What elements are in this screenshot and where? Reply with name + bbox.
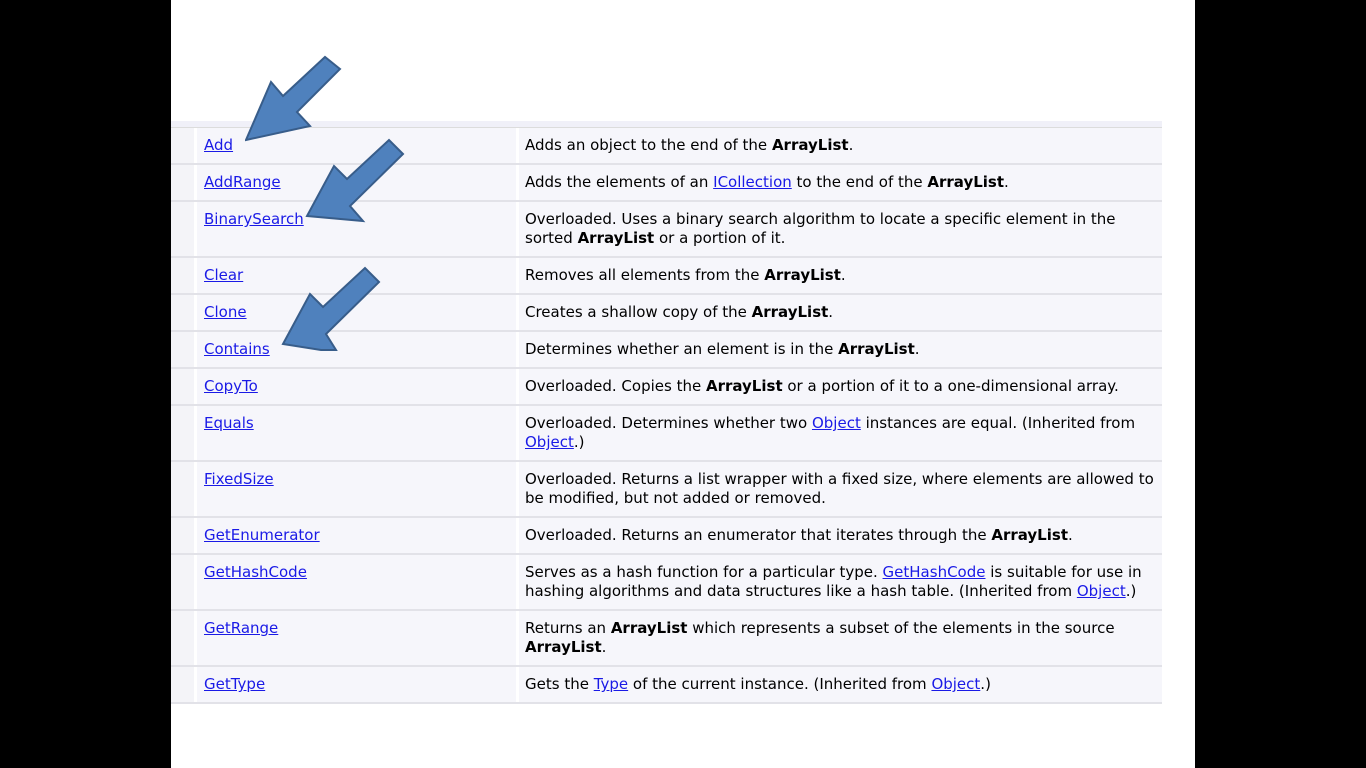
row-indent-cell	[171, 518, 194, 553]
arrow-icon	[281, 264, 381, 354]
member-name-cell	[197, 406, 516, 460]
type-link[interactable]: Object	[525, 433, 574, 451]
arrow-icon	[305, 136, 405, 226]
table-row	[171, 667, 1162, 704]
type-name: ArrayList	[927, 173, 1005, 191]
type-name: ArrayList	[751, 303, 829, 321]
description-text: .	[1004, 173, 1009, 191]
member-name-cell	[197, 555, 516, 609]
member-link[interactable]: AddRange	[204, 173, 281, 191]
row-indent-cell	[171, 611, 194, 665]
type-name: ArrayList	[991, 526, 1068, 544]
type-name: ArrayList	[771, 136, 849, 154]
member-description-cell	[519, 555, 1162, 609]
type-link[interactable]: Object	[931, 675, 981, 693]
description-text: to the end of the	[791, 173, 928, 191]
slide	[171, 0, 1195, 768]
description-text: Adds the elements of an	[525, 173, 714, 191]
member-link[interactable]: GetEnumerator	[204, 526, 320, 544]
description-text: Overloaded. Uses a binary search algorithm to locate a specific element in the sorted	[525, 210, 1116, 247]
type-name: ArrayList	[577, 229, 655, 247]
description-text: or a portion of it.	[654, 229, 786, 247]
member-description-cell	[519, 406, 1162, 460]
member-description-cell	[519, 611, 1162, 665]
member-link[interactable]: GetRange	[204, 619, 279, 637]
member-description-cell	[519, 667, 1162, 702]
member-link[interactable]: GetType	[204, 675, 266, 693]
member-name-cell	[197, 518, 516, 553]
row-indent-cell	[171, 369, 194, 404]
row-indent-cell	[171, 332, 194, 367]
description-text: Serves as a hash function for a particular type.	[525, 563, 883, 581]
member-description-cell	[519, 462, 1162, 516]
type-link[interactable]: Object	[811, 414, 861, 432]
description-text: Returns an	[525, 619, 611, 637]
member-link[interactable]: Clear	[204, 266, 244, 284]
description-text: Overloaded. Returns an enumerator that iterates through the	[525, 526, 992, 544]
description-text: Determines whether an element is in the	[525, 340, 839, 358]
member-link[interactable]: CopyTo	[204, 377, 258, 395]
member-name-cell	[197, 369, 516, 404]
member-description-cell	[519, 202, 1162, 256]
member-link[interactable]: FixedSize	[204, 470, 274, 488]
description-text: Overloaded. Determines whether two	[525, 414, 812, 432]
row-indent-cell	[171, 295, 194, 330]
row-indent-cell	[171, 555, 194, 609]
member-link[interactable]: Clone	[204, 303, 247, 321]
member-name-cell	[197, 667, 516, 702]
type-link[interactable]: GetHashCode	[882, 563, 986, 581]
table-row	[171, 369, 1162, 406]
member-link[interactable]: GetHashCode	[204, 563, 307, 581]
description-text: .	[828, 303, 834, 321]
description-text: instances are equal. (Inherited from	[860, 414, 1136, 432]
member-description-cell	[519, 128, 1162, 163]
description-text: .	[914, 340, 920, 358]
description-text: .)	[573, 433, 585, 451]
description-text: .)	[1125, 582, 1137, 600]
description-text: or a portion of it to a one-dimensional array.	[782, 377, 1119, 395]
type-name: ArrayList	[610, 619, 688, 637]
type-name: ArrayList	[525, 638, 602, 656]
table-row	[171, 462, 1162, 518]
description-text: .	[601, 638, 607, 656]
row-indent-cell	[171, 667, 194, 702]
description-text: .	[840, 266, 846, 284]
type-link[interactable]: Type	[593, 675, 629, 693]
member-name-cell	[197, 462, 516, 516]
member-link[interactable]: Add	[204, 136, 234, 154]
description-text: which represents a subset of the elements in the source	[687, 619, 1115, 637]
row-indent-cell	[171, 258, 194, 293]
type-name: ArrayList	[764, 266, 841, 284]
description-text: Overloaded. Copies the	[525, 377, 706, 395]
member-description-cell	[519, 332, 1162, 367]
type-link[interactable]: ICollection	[713, 173, 792, 191]
member-description-cell	[519, 258, 1162, 293]
row-indent-cell	[171, 462, 194, 516]
description-text: of the current instance. (Inherited from	[628, 675, 932, 693]
type-name: ArrayList	[705, 377, 783, 395]
member-description-cell	[519, 518, 1162, 553]
description-text: .)	[980, 675, 991, 693]
arrow-icon	[245, 54, 345, 144]
type-link[interactable]: Object	[1076, 582, 1126, 600]
row-indent-cell	[171, 165, 194, 200]
description-text: .	[1067, 526, 1073, 544]
row-indent-cell	[171, 406, 194, 460]
type-name: ArrayList	[838, 340, 915, 358]
member-link[interactable]: BinarySearch	[204, 210, 304, 228]
row-indent-cell	[171, 202, 194, 256]
table-row	[171, 406, 1162, 462]
description-text: .	[848, 136, 854, 154]
member-description-cell	[519, 295, 1162, 330]
description-text: Gets the	[525, 675, 594, 693]
member-description-cell	[519, 369, 1162, 404]
description-text: is suitable for use in hashing algorithms and data structures like a hash table. (Inherited from	[525, 563, 1142, 600]
member-link[interactable]: Contains	[204, 340, 270, 358]
description-text: Creates a shallow copy of the	[525, 303, 752, 321]
member-name-cell	[197, 611, 516, 665]
table-row	[171, 555, 1162, 611]
description-text: Overloaded. Returns a list wrapper with a fixed size, where elements are allowed to be modified, but not added or removed.	[525, 470, 1154, 507]
member-link[interactable]: Equals	[204, 414, 254, 432]
row-indent-cell	[171, 128, 194, 163]
table-row	[171, 518, 1162, 555]
description-text: Removes all elements from the	[525, 266, 765, 284]
description-text: Adds an object to the end of the	[525, 136, 772, 154]
member-description-cell	[519, 165, 1162, 200]
table-row	[171, 611, 1162, 667]
